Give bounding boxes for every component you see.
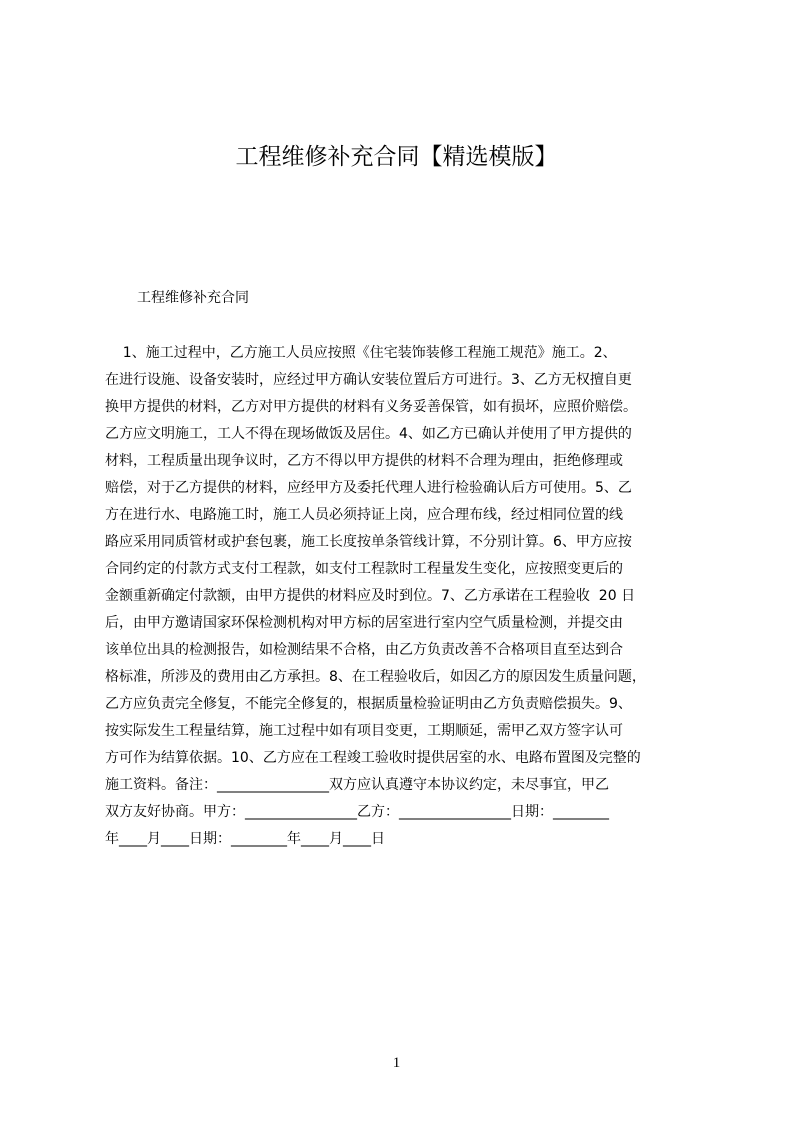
- body-line: 施工资料。备注：________________双方应认真遵守本协议约定，未尽事宜，甲乙: [105, 777, 609, 793]
- body-line: 赔偿，对于乙方提供的材料，应经甲方及委托代理人进行检验确认后方可使用。5、乙: [105, 480, 632, 496]
- body-line: 金额重新确定付款额，由甲方提供的材料应及时到位。7、乙方承诺在工程验收 20 日: [105, 588, 636, 604]
- body-line: 双方友好协商。甲方：________________乙方：________________日期：________: [105, 804, 609, 820]
- body-line: 乙方应负责完全修复，不能完全修复的，根据质量检验证明由乙方负责赔偿损失。9、: [105, 696, 632, 712]
- document-title: 工程维修补充合同【精选模版】: [235, 144, 558, 170]
- body-line: 方可作为结算依据。10、乙方应在工程竣工验收时提供居室的水、电路布置图及完整的: [105, 750, 641, 766]
- body-line: 换甲方提供的材料，乙方对甲方提供的材料有义务妥善保管，如有损坏，应照价赔偿。: [105, 399, 637, 415]
- body-line: 在进行设施、设备安装时，应经过甲方确认安装位置后方可进行。3、乙方无权擅自更: [105, 372, 632, 388]
- body-line: 年____月____日期：________年____月____日: [105, 831, 385, 847]
- body-line: 按实际发生工程量结算，施工过程中如有项目变更，工期顺延，需甲乙双方签字认可: [105, 723, 623, 739]
- body-line: 合同约定的付款方式支付工程款，如支付工程款时工程量发生变化，应按照变更后的: [105, 561, 623, 577]
- body-line: 后，由甲方邀请国家环保检测机构对甲方标的居室进行室内空气质量检测，并提交由: [105, 615, 623, 631]
- body-line: 1、施工过程中，乙方施工人员应按照《住宅装饰装修工程施工规范》施工。2、: [105, 345, 617, 361]
- body-line: 方在进行水、电路施工时，施工人员必须持证上岗，应合理布线，经过相同位置的线: [105, 507, 623, 523]
- contract-body: [105, 340, 700, 850]
- body-line: 该单位出具的检测报告，如检测结果不合格，由乙方负责改善不合格项目直至达到合: [105, 642, 623, 658]
- body-line: 乙方应文明施工，工人不得在现场做饭及居住。4、如乙方已确认并使用了甲方提供的: [105, 426, 632, 442]
- section-heading: 工程维修补充合同: [137, 290, 249, 306]
- body-line: 材料，工程质量出现争议时，乙方不得以甲方提供的材料不合理为理由，拒绝修理或: [105, 453, 623, 469]
- body-line: 路应采用同质管材或护套包裹，施工长度按单条管线计算，不分别计算。6、甲方应按: [105, 534, 632, 550]
- page-number: 1: [392, 1055, 401, 1071]
- body-line: 格标准，所涉及的费用由乙方承担。8、在工程验收后，如因乙方的原因发生质量问题，: [105, 669, 646, 685]
